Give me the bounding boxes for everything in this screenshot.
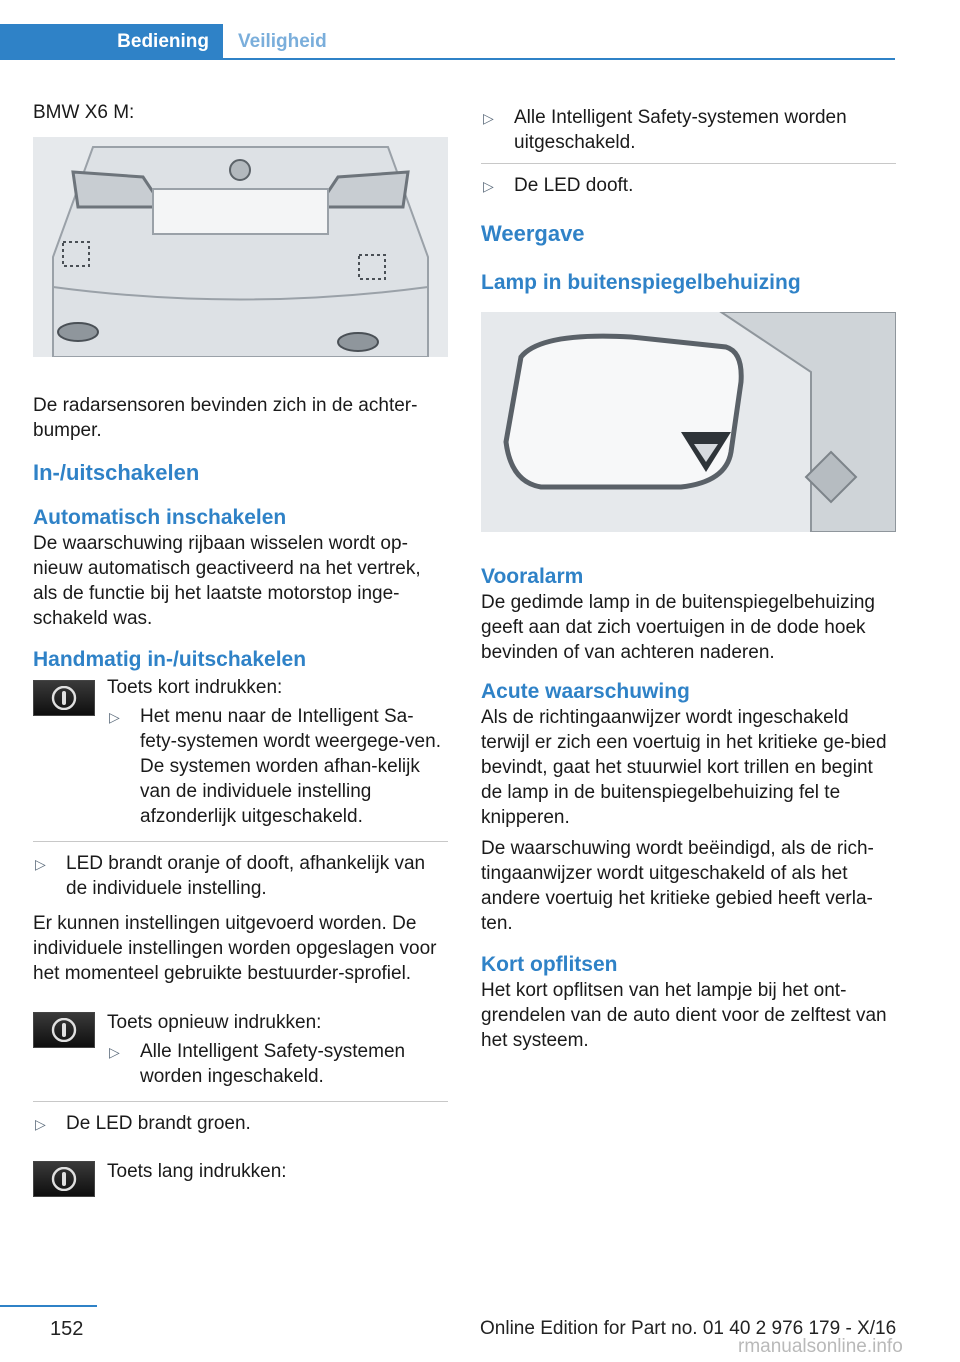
rear-bumper-image (33, 137, 448, 357)
tab-underline (223, 58, 895, 60)
long-press-row (33, 1159, 448, 1199)
heading-manual: Handmatig in-/uitschakelen (33, 648, 307, 671)
tab-veiligheid[interactable]: Veiligheid (238, 31, 327, 52)
intelligent-safety-button-icon (33, 1012, 95, 1048)
bullet-arrow-icon: ▷ (483, 178, 494, 194)
again-press-label: Toets opnieuw indrukken: (107, 1012, 322, 1033)
again-press-bullet-text: Alle Intelligent Safety-systemen worden ingeschakeld. (140, 1041, 406, 1087)
long-press-bullet (481, 105, 896, 155)
tab-bediening[interactable]: Bediening (0, 24, 223, 60)
short-press-bullet (107, 704, 448, 829)
rear-bumper-illustration (33, 137, 448, 357)
model-label: BMW X6 M: (33, 102, 135, 123)
heading-switch: In-/uitschakelen (33, 460, 200, 485)
long-press-bullet-text: Alle Intelligent Safety-systemen worden uitgeschakeld. (514, 107, 847, 153)
footer-line (0, 1305, 97, 1307)
watermark: rmanualsonline.info (738, 1336, 903, 1357)
heading-prealarm: Vooralarm (481, 565, 584, 588)
heading-auto: Automatisch inschakelen (33, 506, 287, 529)
mirror-image (481, 312, 896, 532)
short-press-bullet-text: Het menu naar de Intelligent Sa-fety-systemen wordt weergege-ven. De systemen worden afhan-kelijk van de individuele instelling afzonderlijk uitgeschakeld. (140, 706, 441, 827)
led-bullet-text: LED brandt oranje of dooft, afhankelijk van de individuele instelling. (66, 853, 426, 899)
bullet-arrow-icon: ▷ (483, 110, 494, 126)
mirror-illustration (481, 312, 896, 532)
led-off-text: De LED dooft. (514, 175, 634, 196)
left-column (33, 100, 448, 1199)
bullet-arrow-icon: ▷ (109, 709, 120, 725)
led-green-text: De LED brandt groen. (66, 1113, 251, 1134)
radar-text: De radarsensoren bevinden zich in de achter-bumper. (33, 395, 418, 441)
heading-flash: Kort opflitsen (481, 953, 618, 976)
short-press-row (33, 675, 448, 829)
bullet-arrow-icon: ▷ (35, 856, 46, 872)
edition-text: Online Edition for Part no. 01 40 2 976 179 - X/16 (480, 1318, 897, 1339)
bullet-arrow-icon: ▷ (35, 1116, 46, 1132)
led-off-bullet (481, 173, 896, 198)
prealarm-text: De gedimde lamp in de buitenspiegelbehuizing geeft aan dat zich voertuigen in de dode hoek bevinden of van achteren naderen. (481, 592, 875, 663)
short-press-label: Toets kort indrukken: (107, 677, 283, 698)
settings-text: Er kunnen instellingen uitgevoerd worden. De individuele instellingen worden opgeslagen voor het momenteel gebruikte bestuurder-sprofiel. (33, 913, 437, 984)
again-press-bullet (107, 1039, 448, 1089)
long-press-label: Toets lang indrukken: (107, 1161, 287, 1182)
heading-display: Weergave (481, 221, 585, 246)
auto-text: De waarschuwing rijbaan wisselen wordt op-nieuw automatisch geactiveerd na het vertrek, als de functie bij het laatste motorstop inge-schakeld was. (33, 533, 421, 629)
acute-text-1: Als de richtingaanwijzer wordt ingeschakeld terwijl er zich een voertuig in het kritieke ge-bied bevindt, gaat het stuurwiel kort trillen en begint de lamp in de buitenspiegelbehuizing fel te knipperen. (481, 707, 887, 828)
right-column (481, 100, 896, 1053)
flash-text: Het kort opflitsen van het lampje bij het ont-grendelen van de auto dient voor de zelftest van het systeem. (481, 980, 887, 1051)
header-tabs (0, 24, 895, 60)
led-bullet (33, 851, 448, 901)
bullet-arrow-icon: ▷ (109, 1044, 120, 1060)
intelligent-safety-button-icon (33, 1161, 95, 1197)
heading-acute: Acute waarschuwing (481, 680, 690, 703)
again-press-row (33, 1010, 448, 1089)
page-number: 152 (50, 1318, 84, 1340)
intelligent-safety-button-icon (33, 680, 95, 716)
acute-text-2: De waarschuwing wordt beëindigd, als de rich-tingaanwijzer wordt uitgeschakeld of als het andere voertuig het kritieke gebied heeft verla-ten. (481, 838, 874, 934)
led-green-bullet (33, 1111, 448, 1136)
heading-lamp: Lamp in buitenspiegelbehuizing (481, 271, 801, 294)
